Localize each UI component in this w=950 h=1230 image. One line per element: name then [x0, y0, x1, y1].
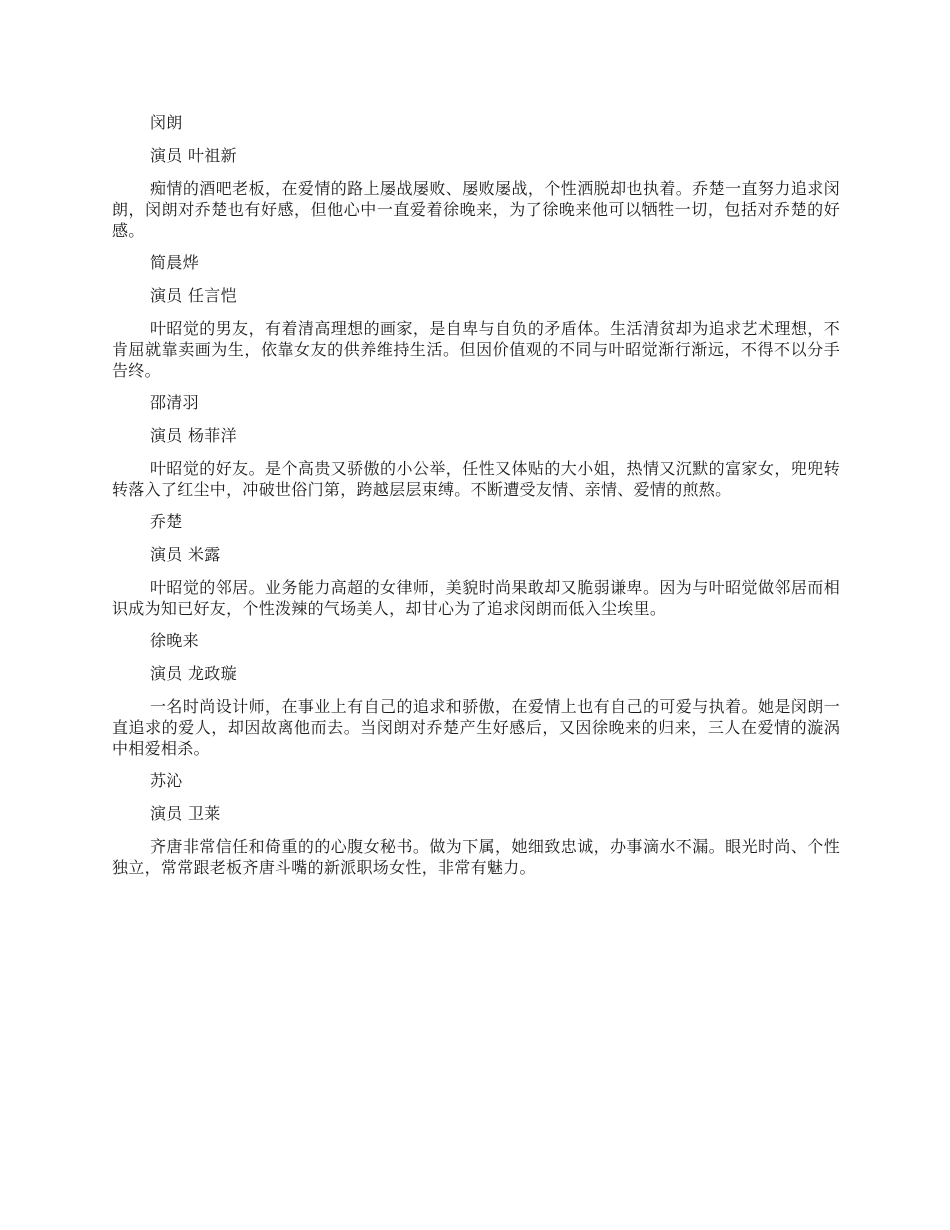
character-description: 叶昭觉的好友。是个高贵又骄傲的小公举，任性又体贴的大小姐，热情又沉默的富家女，兜兜转转落入了红尘中，冲破世俗门第，跨越层层束缚。不断遭受友情、亲情、爱情的煎熬。: [112, 459, 840, 499]
character-description: 一名时尚设计师，在事业上有自己的追求和骄傲，在爱情上也有自己的可爱与执着。她是闵朗一直追求的爱人，却因故离他而去。当闵朗对乔楚产生好感后，又因徐晚来的归来，三人在爱情的漩涡中相爱相杀。: [112, 697, 840, 758]
character-entry: [112, 770, 840, 878]
character-name: 邵清羽: [150, 393, 199, 412]
character-description: 叶昭觉的邻居。业务能力高超的女律师，美貌时尚果敢却又脆弱谦卑。因为与叶昭觉做邻居而相识成为知已好友，个性泼辣的气场美人，却甘心为了追求闵朗而低入尘埃里。: [112, 578, 840, 618]
character-actor: 演员 卫莱: [150, 804, 221, 823]
document-page: [112, 112, 840, 889]
character-entry: [112, 511, 840, 619]
character-actor: 演员 龙政璇: [150, 664, 237, 683]
character-name: 乔楚: [150, 512, 183, 531]
character-entry: [112, 392, 840, 500]
character-actor: 演员 叶祖新: [150, 146, 237, 165]
character-actor: 演员 米露: [150, 545, 221, 564]
character-name: 简晨烨: [150, 253, 199, 272]
character-name: 闵朗: [150, 113, 183, 132]
character-entry: [112, 112, 840, 241]
character-entry: [112, 252, 840, 381]
character-description: 叶昭觉的男友，有着清高理想的画家，是自卑与自负的矛盾体。生活清贫却为追求艺术理想，不肯屈就靠卖画为生，依靠女友的供养维持生活。但因价值观的不同与叶昭觉渐行渐远，不得不以分手告终。: [112, 319, 840, 380]
character-description: 齐唐非常信任和倚重的的心腹女秘书。做为下属，她细致忠诚，办事滴水不漏。眼光时尚、个性独立，常常跟老板齐唐斗嘴的新派职场女性，非常有魅力。: [112, 837, 840, 877]
character-name: 徐晚来: [150, 631, 199, 650]
character-name: 苏沁: [150, 771, 183, 790]
character-actor: 演员 杨菲洋: [150, 426, 237, 445]
character-actor: 演员 任言恺: [150, 286, 237, 305]
character-entry: [112, 630, 840, 759]
character-description: 痴情的酒吧老板，在爱情的路上屡战屡败、屡败屡战，个性洒脱却也执着。乔楚一直努力追求闵朗，闵朗对乔楚也有好感，但他心中一直爱着徐晚来，为了徐晚来他可以牺牲一切，包括对乔楚的好感。: [112, 179, 840, 240]
